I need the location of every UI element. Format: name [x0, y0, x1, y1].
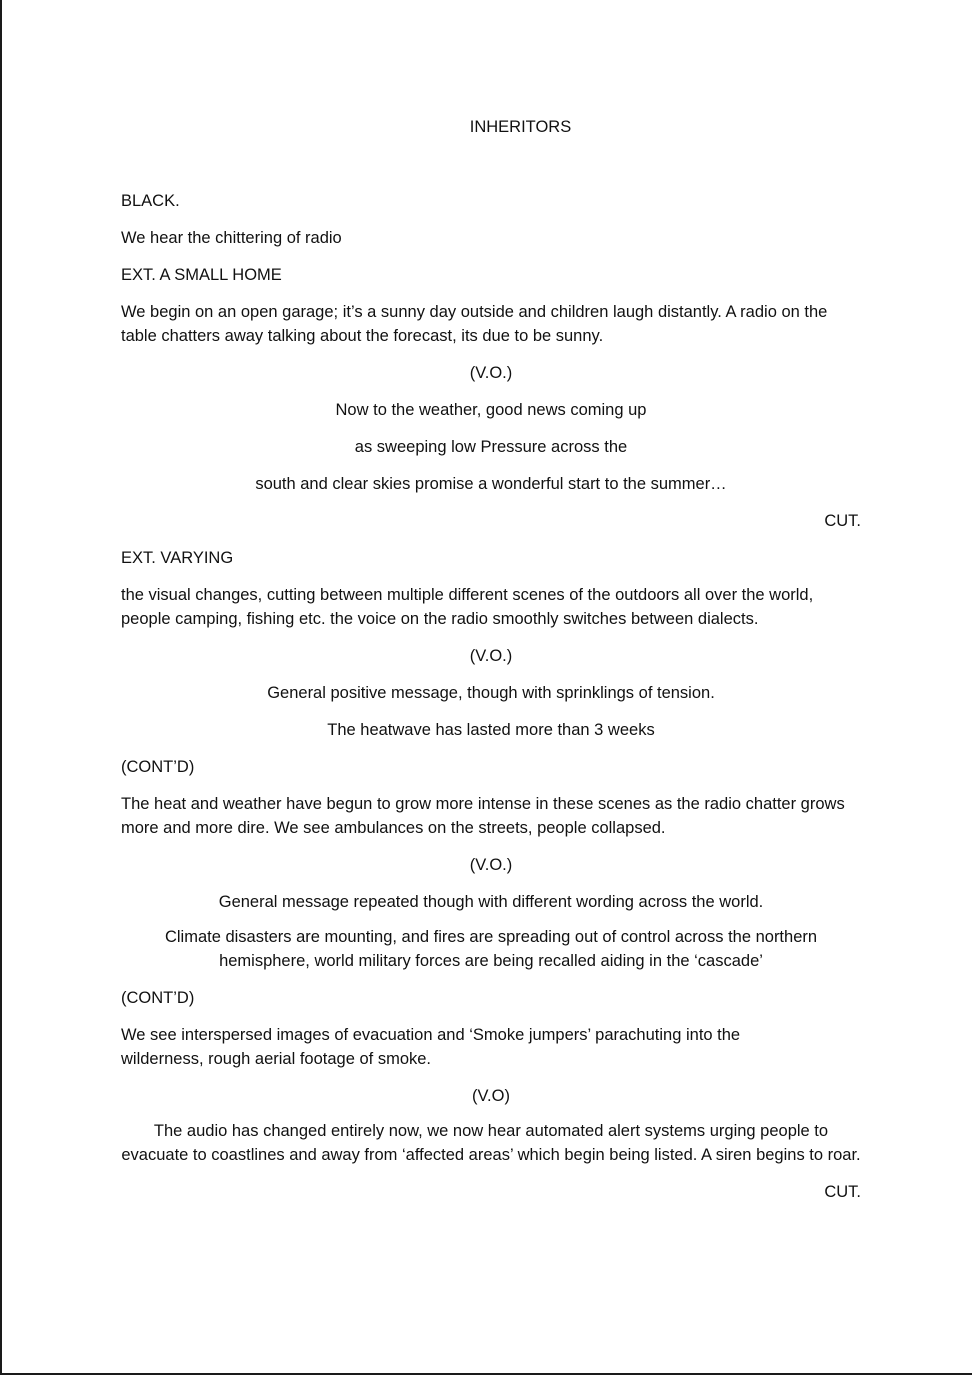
script-title: INHERITORS	[469, 118, 572, 136]
continued-marker: (CONT’D)	[121, 758, 195, 776]
dialogue-line: south and clear skies promise a wonderful start to the summer…	[255, 475, 727, 493]
scene-heading: EXT. VARYING	[121, 549, 234, 567]
transition-cut: CUT.	[824, 1183, 861, 1201]
dialogue-line: Now to the weather, good news coming up	[335, 401, 647, 419]
dialogue-line: General message repeated though with different wording across the world.	[218, 893, 764, 911]
voice-over-cue: (V.O.)	[469, 364, 513, 382]
dialogue-line: The heatwave has lasted more than 3 weeks	[327, 721, 655, 739]
script-body	[121, 189, 861, 1217]
action-paragraph: The heat and weather have begun to grow more intense in these scenes as the radio chatter grows more and more dire. We see ambulances on the streets, people collapsed.	[121, 795, 845, 837]
action-line: We hear the chittering of radio	[121, 229, 342, 247]
transition-cut: CUT.	[824, 512, 861, 530]
dialogue-paragraph: The audio has changed entirely now, we now hear automated alert systems urging people to evacuate to coastlines and away from ‘affected areas’ which begin being listed. A siren begins to roar.	[121, 1122, 861, 1164]
dialogue-line: General positive message, though with sprinklings of tension.	[267, 684, 715, 702]
action-paragraph: We see interspersed images of evacuation and ‘Smoke jumpers’ parachuting into the wilderness, rough aerial footage of smoke.	[121, 1026, 741, 1068]
scene-transition: BLACK.	[121, 192, 180, 210]
scene-heading: EXT. A SMALL HOME	[121, 266, 282, 284]
continued-marker: (CONT’D)	[121, 989, 195, 1007]
action-paragraph: the visual changes, cutting between multiple different scenes of the outdoors all over the world, people camping, fishing etc. the voice on the radio smoothly switches between dialects.	[121, 586, 814, 628]
action-paragraph: We begin on an open garage; it’s a sunny day outside and children laugh distantly. A radio on the table chatters away talking about the forecast, its due to be sunny.	[121, 303, 828, 345]
dialogue-line: as sweeping low Pressure across the	[354, 438, 628, 456]
voice-over-cue: (V.O.)	[469, 647, 513, 665]
dialogue-paragraph: Climate disasters are mounting, and fires are spreading out of control across the northern hemisphere, world military forces are being recalled aiding in the ‘cascade’	[164, 928, 818, 970]
voice-over-cue: (V.O.)	[469, 856, 513, 874]
voice-over-cue: (V.O)	[472, 1087, 510, 1105]
